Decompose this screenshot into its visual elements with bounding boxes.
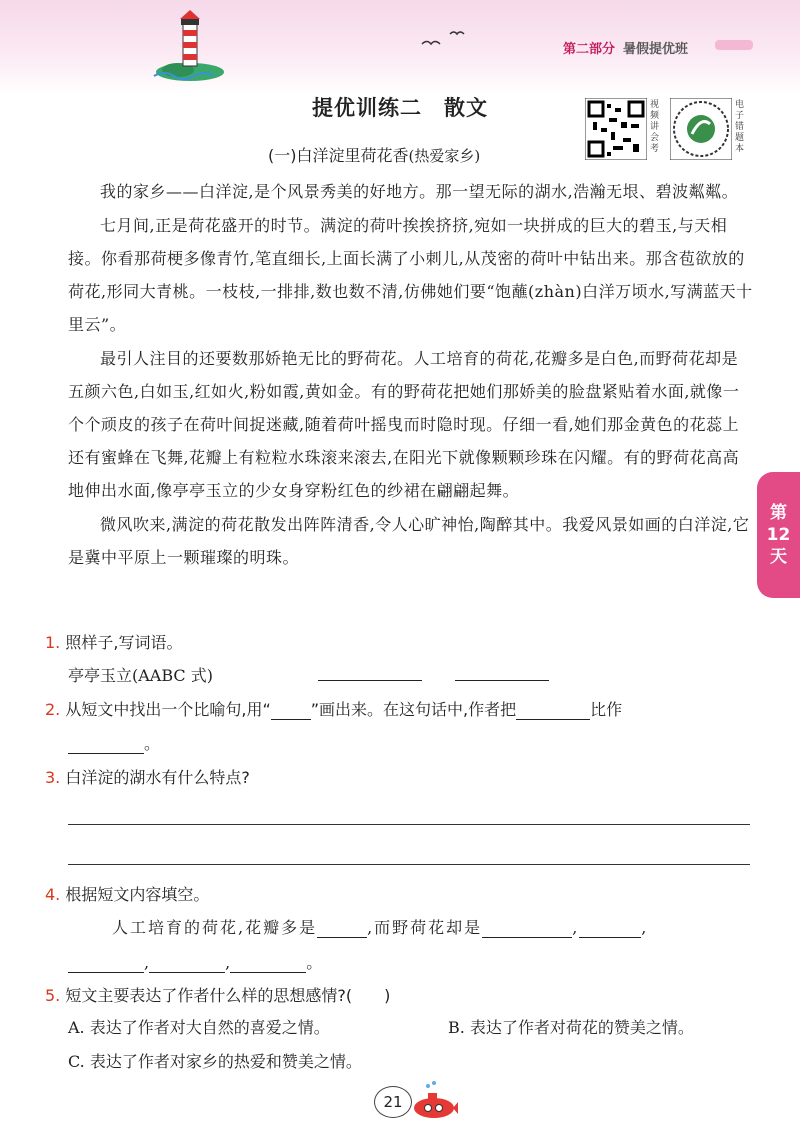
question-3-text: 白洋淀的湖水有什么特点? bbox=[65, 768, 250, 787]
question-3-number: 3. bbox=[45, 768, 61, 787]
subtitle-main: (一)白洋淀里荷花香 bbox=[268, 146, 409, 165]
question-3 bbox=[45, 765, 250, 788]
question-1 bbox=[45, 630, 182, 653]
answer-blank-4f[interactable] bbox=[230, 956, 306, 973]
question-4-comma-2: , bbox=[641, 918, 649, 937]
day-tab-line-3: 天 bbox=[770, 547, 787, 567]
question-5 bbox=[45, 983, 390, 1006]
lighthouse-icon bbox=[150, 10, 230, 82]
question-4 bbox=[45, 882, 209, 905]
passage-paragraph-2: 七月间,正是荷花盛开的时节。满淀的荷叶挨挨挤挤,宛如一块拼成的巨大的碧玉,与天相接。你看那荷梗多像青竹,笔直细长,上面长满了小刺儿,从茂密的荷叶中钻出来。那含苞欲放的荷花,形同大青桃。一枝枝,一排排,数也数不清,仿佛她们要“饱蘸(zhàn)白洋万顷水,写满蓝天十里云”。 bbox=[68, 216, 753, 334]
question-4-comma-4: , bbox=[225, 953, 231, 972]
answer-blank-4a[interactable] bbox=[317, 921, 367, 938]
answer-line-3a[interactable] bbox=[68, 824, 750, 825]
question-2-end: 。 bbox=[144, 734, 161, 753]
day-tab bbox=[757, 472, 800, 598]
question-4-number: 4. bbox=[45, 885, 61, 904]
question-1-example bbox=[68, 663, 213, 686]
passage-subtitle bbox=[268, 143, 480, 166]
option-c[interactable]: C. 表达了作者对家乡的热爱和赞美之情。 bbox=[68, 1052, 362, 1071]
answer-blank-2a[interactable] bbox=[516, 703, 590, 720]
qr-code-video[interactable] bbox=[585, 98, 647, 160]
question-2-number: 2. bbox=[45, 700, 61, 719]
birds-icon bbox=[420, 28, 470, 50]
answer-blank-1b[interactable] bbox=[455, 664, 549, 681]
day-tab-line-2: 12 bbox=[766, 525, 791, 545]
passage-paragraph-3: 最引人注目的还要数那娇艳无比的野荷花。人工培育的荷花,花瓣多是白色,而野荷花却是五颜六色,白如玉,红如火,粉如霞,黄如金。有的野荷花把她们那娇美的脸盘紧贴着水面,就像一个个顽皮的孩子在荷叶间捉迷藏,随着荷叶摇曳而时隐时现。仔细一看,她们那金黄色的花蕊上还有蜜蜂在飞舞,花瓣上有粒粒水珠滚来滚去,在阳光下就像颗颗珍珠在闪耀。有的野荷花高高地伸出水面,像亭亭玉立的少女身穿粉红色的纱裙在翩翩起舞。 bbox=[68, 349, 740, 500]
day-tab-line-1: 第 bbox=[770, 503, 787, 523]
question-4-end: 。 bbox=[306, 953, 323, 972]
answer-blank-1a[interactable] bbox=[318, 664, 422, 681]
submarine-icon bbox=[408, 1080, 458, 1122]
question-1-example-word: 亭亭玉立(AABC 式) bbox=[68, 666, 213, 685]
question-2 bbox=[45, 697, 622, 720]
qr-code-error-book[interactable] bbox=[670, 98, 732, 160]
question-5-text: 短文主要表达了作者什么样的思想感情?( ) bbox=[65, 986, 391, 1005]
question-2-cont bbox=[68, 731, 160, 754]
option-b[interactable]: B. 表达了作者对荷花的赞美之情。 bbox=[448, 1018, 694, 1037]
passage-paragraph-4: 微风吹来,满淀的荷花散发出阵阵清香,令人心旷神怡,陶醉其中。我爱风景如画的白洋淀,它是冀中平原上一颗璀璨的明珠。 bbox=[68, 515, 750, 567]
book-title: 暑假提优班 bbox=[623, 42, 689, 57]
question-2-text-a: 从短文中找出一个比喻句,用“ bbox=[65, 700, 271, 719]
question-4-fill-b: ,而野荷花却是 bbox=[367, 918, 483, 937]
passage-paragraph-1: 我的家乡——白洋淀,是个风景秀美的好地方。那一望无际的湖水,浩瀚无垠、碧波粼粼。 bbox=[100, 182, 739, 201]
question-4-text: 根据短文内容填空。 bbox=[65, 885, 210, 904]
answer-line-3b[interactable] bbox=[68, 864, 750, 865]
page-number: 21 bbox=[374, 1086, 412, 1118]
question-4-fill-a: 人工培育的荷花,花瓣多是 bbox=[112, 918, 318, 937]
question-2-text-b: ”画出来。在这句话中,作者把 bbox=[310, 700, 517, 719]
underline-sample bbox=[271, 703, 311, 720]
question-2-text-c: 比作 bbox=[590, 700, 623, 719]
answer-blank-2b[interactable] bbox=[68, 737, 144, 754]
passage bbox=[68, 175, 753, 574]
header-decoration bbox=[715, 40, 753, 50]
answer-blank-4c[interactable] bbox=[579, 921, 641, 938]
question-4-fill bbox=[112, 915, 648, 938]
answer-blank-4e[interactable] bbox=[149, 956, 225, 973]
question-4-comma-3: , bbox=[144, 953, 150, 972]
answer-blank-4d[interactable] bbox=[68, 956, 144, 973]
qr-caption-error-book: 电子错题本 bbox=[735, 100, 745, 154]
question-1-number: 1. bbox=[45, 633, 61, 652]
question-5-number: 5. bbox=[45, 986, 61, 1005]
option-a[interactable]: A. 表达了作者对大自然的喜爱之情。 bbox=[68, 1018, 330, 1037]
subtitle-theme: (热爱家乡) bbox=[408, 147, 481, 165]
answer-blank-4b[interactable] bbox=[482, 921, 572, 938]
header-section-label bbox=[563, 38, 688, 57]
page-title: 提优训练二 散文 bbox=[312, 96, 488, 120]
question-4-comma-1: , bbox=[572, 918, 580, 937]
question-1-text: 照样子,写词语。 bbox=[65, 633, 183, 652]
qr-caption-video: 视频讲会考 bbox=[650, 100, 660, 154]
question-4-fill-cont bbox=[68, 950, 322, 973]
section-name: 第二部分 bbox=[563, 42, 616, 57]
